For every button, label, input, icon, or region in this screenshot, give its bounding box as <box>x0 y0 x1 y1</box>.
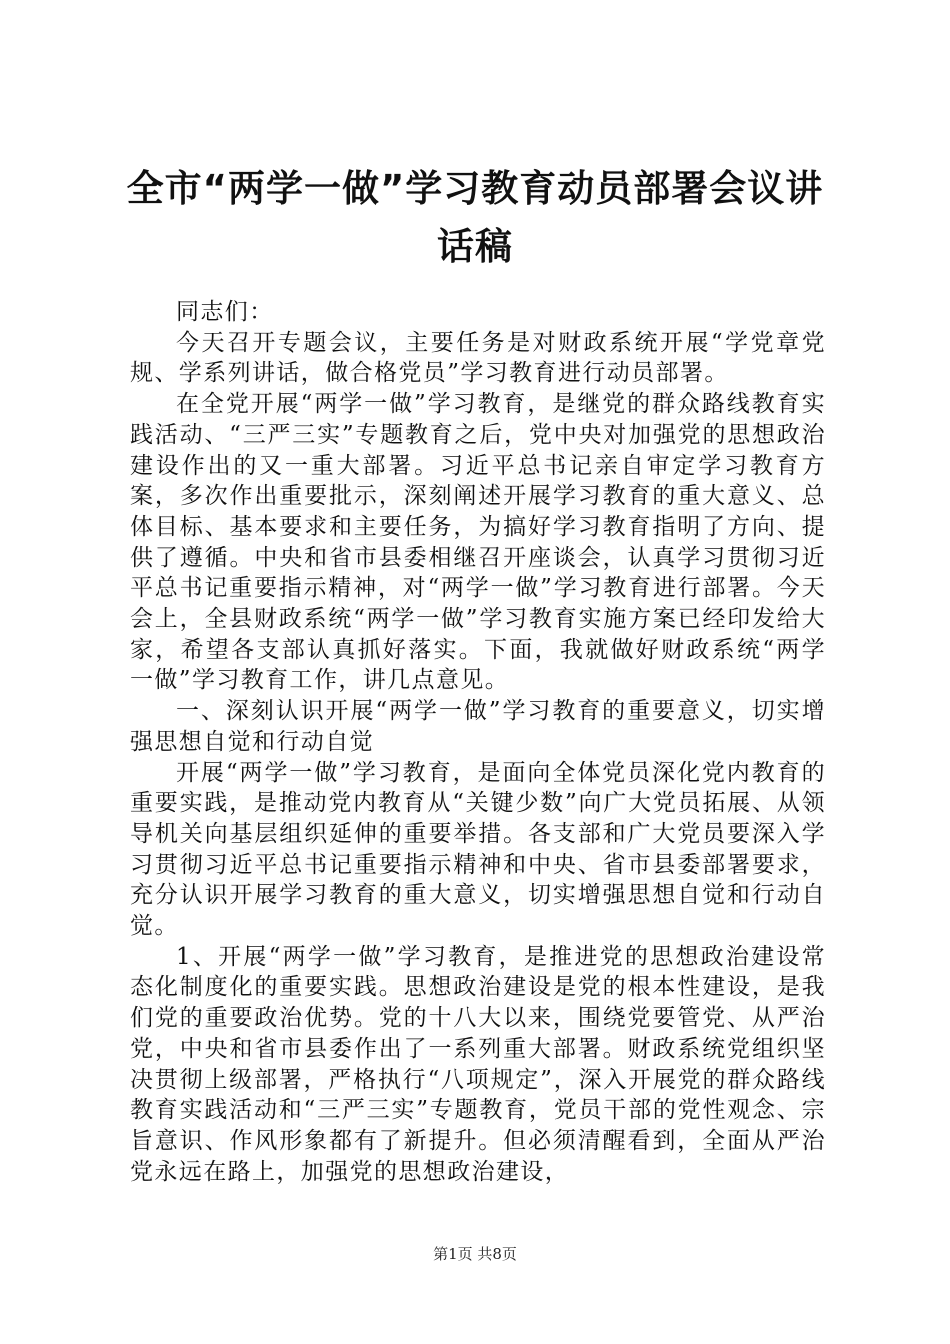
document-body <box>130 297 826 1187</box>
section-heading-1: 一、深刻认识开展“两学一做”学习教育的重要意义，切实增强思想自觉和行动自觉 <box>130 698 826 755</box>
background-paragraph: 在全党开展“两学一做”学习教育，是继党的群众路线教育实践活动、“三严三实”专题教育之后，党中央对加强党的思想政治建设作出的又一重大部署。习近平总书记亲自审定学习教育方案，多次作出重要批示，深刻阐述开展学习教育的重大意义、总体目标、基本要求和主要任务，为搞好学习教育指明了方向、提供了遵循。中央和省市县委相继召开座谈会，认真学习贯彻习近平总书记重要指示精神，对“两学一做”学习教育进行部署。今天会上，全县财政系统“两学一做”学习教育实施方案已经印发给大家，希望各支部认真抓好落实。下面，我就做好财政系统“两学一做”学习教育工作，讲几点意见。 <box>130 391 826 694</box>
salutation-paragraph: 同志们： <box>176 299 274 325</box>
page-number-footer: 第1页 共8页 <box>433 1245 517 1263</box>
document-title: 全市“两学一做”学习教育动员部署会议讲话稿 <box>126 167 824 268</box>
opening-paragraph: 今天召开专题会议，主要任务是对财政系统开展“学党章党规、学系列讲话，做合格党员”学习教育进行动员部署。 <box>130 329 826 387</box>
section-intro-paragraph: 开展“两学一做”学习教育，是面向全体党员深化党内教育的重要实践，是推动党内教育从“关键少数”向广大党员拓展、从领导机关向基层组织延伸的重要举措。各支部和广大党员要深入学习贯彻习近平总书记重要指示精神和中央、省市县委部署要求，充分认识开展学习教育的重大意义，切实增强思想自觉和行动自觉。 <box>130 759 826 940</box>
point-1-paragraph: 1、开展“两学一做”学习教育，是推进党的思想政治建设常态化制度化的重要实践。思想政治建设是党的根本性建设，是我们党的重要政治优势。党的十八大以来，围绕党要管党、从严治党，中央和省市县委作出了一系列重大部署。财政系统党组织坚决贯彻上级部署，严格执行“八项规定”，深入开展党的群众路线教育实践活动和“三严三实”专题教育，党员干部的党性观念、宗旨意识、作风形象都有了新提升。但必须清醒看到，全面从严治党永远在路上，加强党的思想政治建设， <box>130 943 826 1185</box>
